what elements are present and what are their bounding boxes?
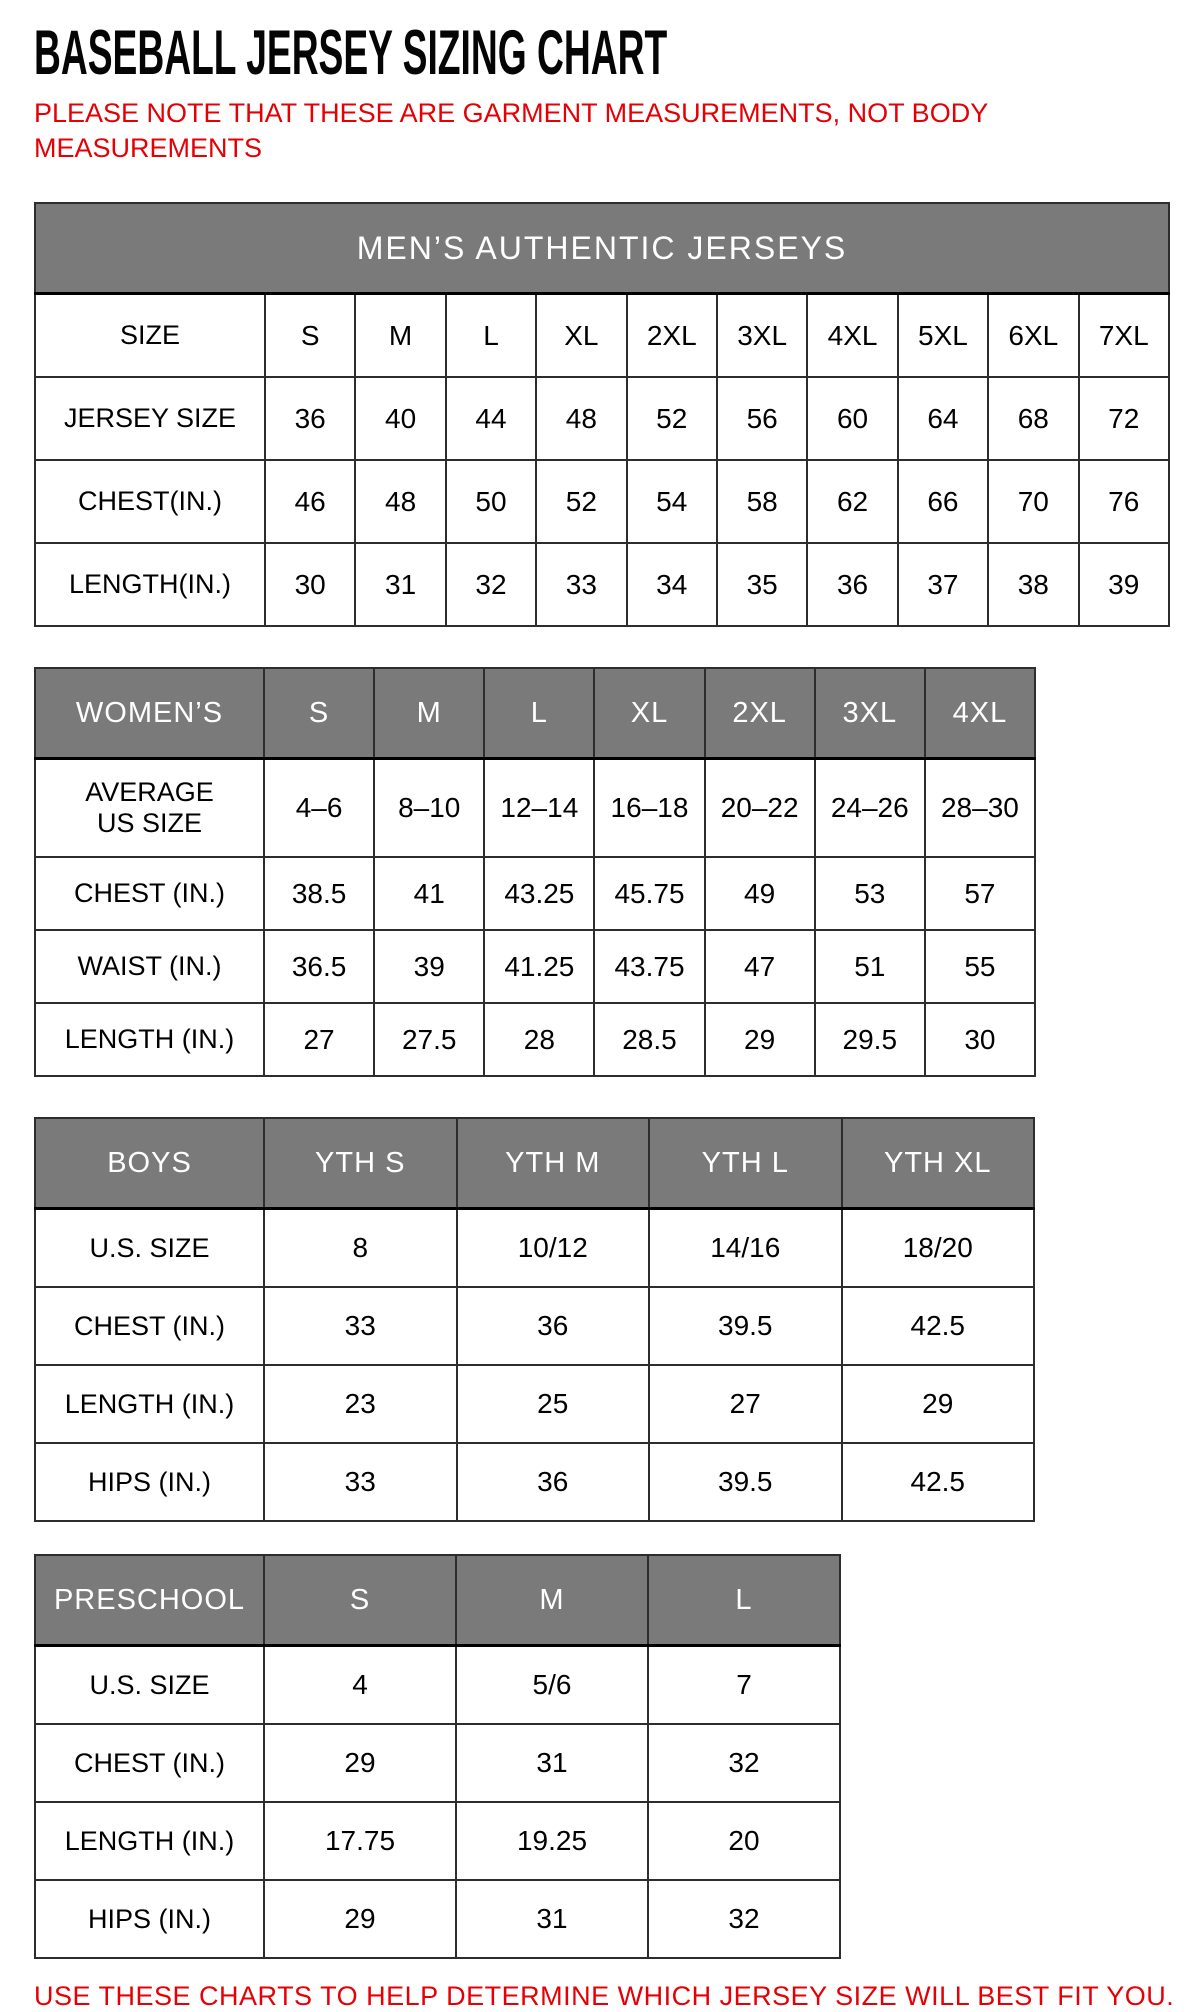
- row-label-cell: LENGTH(IN.): [35, 543, 265, 626]
- table-row: [35, 377, 1169, 460]
- data-cell: 39.5: [649, 1443, 842, 1521]
- data-cell: 29: [264, 1724, 456, 1802]
- womens-table-container: [34, 667, 1170, 1077]
- row-label-cell: LENGTH (IN.): [35, 1003, 264, 1076]
- data-cell: 36: [265, 377, 355, 460]
- row-label-cell: JERSEY SIZE: [35, 377, 265, 460]
- data-cell: 42.5: [842, 1443, 1035, 1521]
- data-cell: 41.25: [484, 930, 594, 1003]
- data-cell: 31: [456, 1724, 648, 1802]
- data-cell: 19.25: [456, 1802, 648, 1880]
- data-cell: 14/16: [649, 1209, 842, 1288]
- row-label-cell: WAIST (IN.): [35, 930, 264, 1003]
- data-cell: 29: [705, 1003, 815, 1076]
- column-header-cell: S: [264, 1555, 456, 1646]
- table-row: [35, 1209, 1034, 1288]
- table-row: [35, 1724, 840, 1802]
- mens-authentic-jerseys-table: [34, 202, 1170, 627]
- data-cell: 28–30: [925, 759, 1035, 858]
- data-cell: 36.5: [264, 930, 374, 1003]
- data-cell: 32: [648, 1724, 840, 1802]
- table-row: [35, 460, 1169, 543]
- data-cell: 20: [648, 1802, 840, 1880]
- row-label-cell: CHEST(IN.): [35, 460, 265, 543]
- data-cell: 12–14: [484, 759, 594, 858]
- data-cell: 66: [898, 460, 988, 543]
- data-cell: 43.75: [594, 930, 704, 1003]
- data-cell: 8: [264, 1209, 457, 1288]
- note-line-2: MEASUREMENTS: [34, 133, 263, 164]
- table-row: [35, 1003, 1035, 1076]
- data-cell: 27: [649, 1365, 842, 1443]
- data-cell: 17.75: [264, 1802, 456, 1880]
- data-cell: 42.5: [842, 1287, 1035, 1365]
- data-cell: 46: [265, 460, 355, 543]
- data-cell: 29: [842, 1365, 1035, 1443]
- header-label-cell: SIZE: [35, 294, 265, 378]
- data-cell: 51: [815, 930, 925, 1003]
- table-row: [35, 857, 1035, 930]
- data-cell: 43.25: [484, 857, 594, 930]
- data-cell: 36: [457, 1443, 650, 1521]
- data-cell: 16–18: [594, 759, 704, 858]
- column-header-cell: YTH L: [649, 1118, 842, 1209]
- data-cell: 32: [648, 1880, 840, 1958]
- column-header-cell: L: [446, 294, 536, 378]
- data-cell: 52: [627, 377, 717, 460]
- data-cell: 37: [898, 543, 988, 626]
- mens-table-container: [34, 202, 1170, 627]
- data-cell: 44: [446, 377, 536, 460]
- row-label-cell: HIPS (IN.): [35, 1443, 264, 1521]
- data-cell: 50: [446, 460, 536, 543]
- data-cell: 39: [1079, 543, 1169, 626]
- column-header-cell: L: [484, 668, 594, 759]
- data-cell: 30: [925, 1003, 1035, 1076]
- data-cell: 60: [807, 377, 897, 460]
- column-header-cell: 7XL: [1079, 294, 1169, 378]
- data-cell: 4–6: [264, 759, 374, 858]
- column-header-cell: XL: [536, 294, 626, 378]
- data-cell: 27.5: [374, 1003, 484, 1076]
- data-cell: 48: [355, 460, 445, 543]
- data-cell: 58: [717, 460, 807, 543]
- data-cell: 33: [536, 543, 626, 626]
- row-label-cell: CHEST (IN.): [35, 1287, 264, 1365]
- data-cell: 55: [925, 930, 1035, 1003]
- data-cell: 52: [536, 460, 626, 543]
- header-label-cell: WOMEN’S: [35, 668, 264, 759]
- data-cell: 4: [264, 1646, 456, 1725]
- data-cell: 34: [627, 543, 717, 626]
- data-cell: 47: [705, 930, 815, 1003]
- data-cell: 32: [446, 543, 536, 626]
- data-cell: 8–10: [374, 759, 484, 858]
- data-cell: 72: [1079, 377, 1169, 460]
- column-header-cell: YTH S: [264, 1118, 457, 1209]
- data-cell: 25: [457, 1365, 650, 1443]
- data-cell: 53: [815, 857, 925, 930]
- note-line-1: PLEASE NOTE THAT THESE ARE GARMENT MEASUREMENTS, NOT BODY: [34, 98, 989, 128]
- data-cell: 62: [807, 460, 897, 543]
- garment-measurement-note: [34, 96, 1170, 166]
- data-cell: 41: [374, 857, 484, 930]
- table-row: [35, 543, 1169, 626]
- table-row: [35, 1365, 1034, 1443]
- column-header-cell: S: [265, 294, 355, 378]
- column-header-cell: 2XL: [705, 668, 815, 759]
- page-title: [34, 17, 1170, 89]
- data-cell: 40: [355, 377, 445, 460]
- column-header-cell: 3XL: [717, 294, 807, 378]
- boys-table: [34, 1117, 1035, 1522]
- row-label-cell: U.S. SIZE: [35, 1646, 264, 1725]
- data-cell: 23: [264, 1365, 457, 1443]
- column-header-cell: L: [648, 1555, 840, 1646]
- column-header-cell: YTH XL: [842, 1118, 1035, 1209]
- column-header-cell: 5XL: [898, 294, 988, 378]
- row-label-cell: CHEST (IN.): [35, 1724, 264, 1802]
- womens-table: [34, 667, 1036, 1077]
- data-cell: 38: [988, 543, 1078, 626]
- row-label-cell: HIPS (IN.): [35, 1880, 264, 1958]
- table-row: [35, 1287, 1034, 1365]
- data-cell: 76: [1079, 460, 1169, 543]
- data-cell: 54: [627, 460, 717, 543]
- data-cell: 36: [457, 1287, 650, 1365]
- data-cell: 31: [355, 543, 445, 626]
- data-cell: 57: [925, 857, 1035, 930]
- table-row: [35, 759, 1035, 858]
- column-header-cell: M: [355, 294, 445, 378]
- data-cell: 5/6: [456, 1646, 648, 1725]
- table-row: [35, 930, 1035, 1003]
- column-header-cell: 2XL: [627, 294, 717, 378]
- data-cell: 64: [898, 377, 988, 460]
- row-label-cell: U.S. SIZE: [35, 1209, 264, 1288]
- data-cell: 31: [456, 1880, 648, 1958]
- data-cell: 70: [988, 460, 1078, 543]
- data-cell: 39.5: [649, 1287, 842, 1365]
- row-label-cell: LENGTH (IN.): [35, 1365, 264, 1443]
- data-cell: 28.5: [594, 1003, 704, 1076]
- data-cell: 28: [484, 1003, 594, 1076]
- column-header-cell: 6XL: [988, 294, 1078, 378]
- data-cell: 24–26: [815, 759, 925, 858]
- header-label-cell: PRESCHOOL: [35, 1555, 264, 1646]
- column-header-cell: YTH M: [457, 1118, 650, 1209]
- data-cell: 18/20: [842, 1209, 1035, 1288]
- data-cell: 30: [265, 543, 355, 626]
- column-header-cell: M: [456, 1555, 648, 1646]
- data-cell: 45.75: [594, 857, 704, 930]
- data-cell: 36: [807, 543, 897, 626]
- row-label-cell: LENGTH (IN.): [35, 1802, 264, 1880]
- table-row: [35, 1646, 840, 1725]
- boys-table-container: [34, 1117, 1170, 1522]
- data-cell: 10/12: [457, 1209, 650, 1288]
- data-cell: 29: [264, 1880, 456, 1958]
- data-cell: 33: [264, 1443, 457, 1521]
- table-banner: MEN’S AUTHENTIC JERSEYS: [35, 203, 1169, 294]
- data-cell: 38.5: [264, 857, 374, 930]
- data-cell: 35: [717, 543, 807, 626]
- data-cell: 49: [705, 857, 815, 930]
- footer-note: USE THESE CHARTS TO HELP DETERMINE WHICH JERSEY SIZE WILL BEST FIT YOU.: [34, 1981, 1175, 2012]
- page-title-text: BASEBALL JERSEY SIZING CHART: [34, 17, 668, 89]
- data-cell: 39: [374, 930, 484, 1003]
- table-row: [35, 1802, 840, 1880]
- column-header-cell: XL: [594, 668, 704, 759]
- data-cell: 56: [717, 377, 807, 460]
- data-cell: 20–22: [705, 759, 815, 858]
- table-row: [35, 1880, 840, 1958]
- data-cell: 29.5: [815, 1003, 925, 1076]
- column-header-cell: S: [264, 668, 374, 759]
- data-cell: 27: [264, 1003, 374, 1076]
- row-label-cell: CHEST (IN.): [35, 857, 264, 930]
- preschool-table: [34, 1554, 841, 1959]
- table-row: [35, 1443, 1034, 1521]
- column-header-cell: 4XL: [925, 668, 1035, 759]
- column-header-cell: 4XL: [807, 294, 897, 378]
- header-label-cell: BOYS: [35, 1118, 264, 1209]
- data-cell: 7: [648, 1646, 840, 1725]
- data-cell: 68: [988, 377, 1078, 460]
- preschool-table-container: [34, 1554, 1170, 1959]
- column-header-cell: M: [374, 668, 484, 759]
- data-cell: 48: [536, 377, 626, 460]
- data-cell: 33: [264, 1287, 457, 1365]
- column-header-cell: 3XL: [815, 668, 925, 759]
- row-label-cell: AVERAGE US SIZE: [35, 759, 264, 858]
